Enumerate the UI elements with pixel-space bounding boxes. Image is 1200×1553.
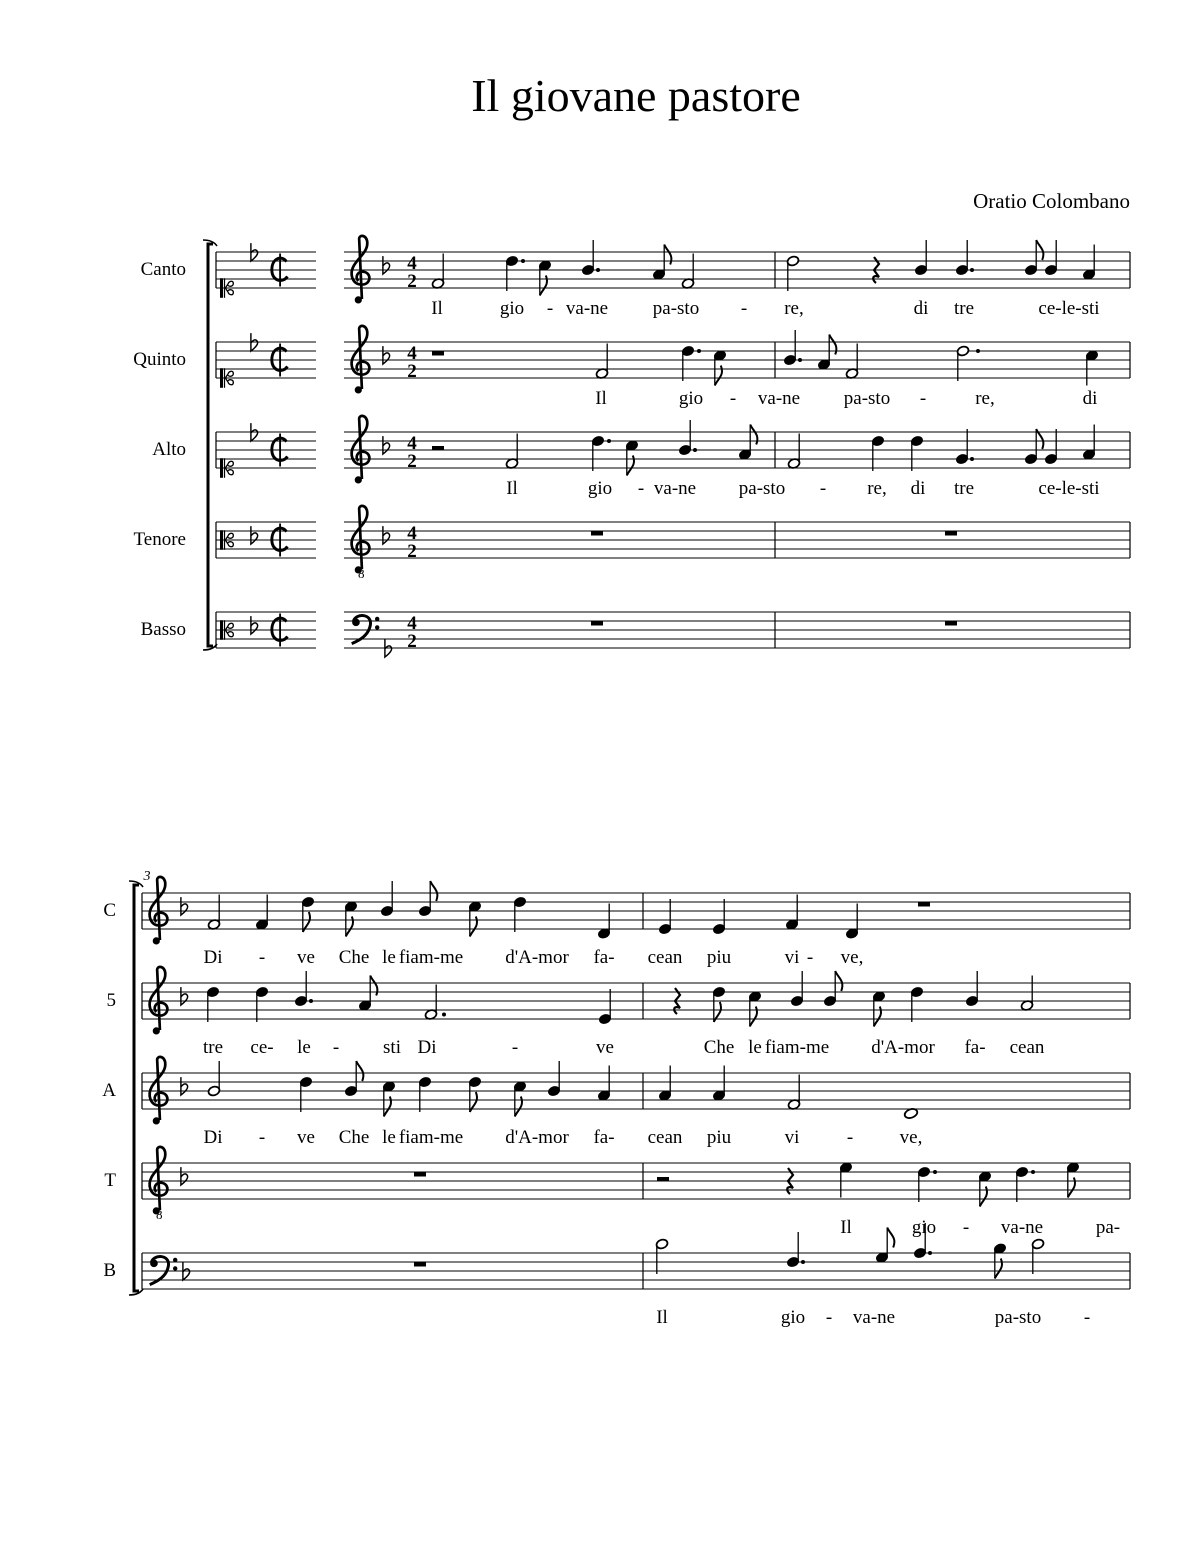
augmentation-dot: [521, 259, 525, 263]
lyric-syllable: re,: [867, 478, 887, 499]
time-sig-denominator: 2: [407, 451, 417, 472]
part-abbr-alto: A: [102, 1080, 116, 1101]
lyric-syllable: va-ne: [565, 298, 609, 319]
system-2: [102, 869, 1130, 1328]
flat-icon: [181, 897, 188, 915]
lyric-syllable: le: [297, 1037, 311, 1058]
augmentation-dot: [596, 268, 600, 272]
lyric-syllable: tre: [202, 1037, 224, 1058]
lyric-syllable: -: [258, 1127, 266, 1148]
lyric-syllable: Che: [703, 1037, 735, 1058]
augmentation-dot: [933, 1170, 937, 1174]
augmentation-dot: [798, 358, 802, 362]
lyric-syllable: ce-: [250, 1037, 274, 1058]
lyric-syllable: Di: [417, 1037, 437, 1058]
lyric-syllable: Il: [656, 1307, 668, 1328]
lyric-syllable: Che: [338, 1127, 370, 1148]
part-name-alto: Alto: [152, 439, 186, 460]
part-abbr-canto: C: [103, 900, 116, 921]
flat-icon: [181, 1077, 188, 1095]
lyric-syllable: d'A-mor: [871, 1037, 935, 1058]
time-sig-numerator: 4: [407, 343, 417, 364]
note-flag: [430, 881, 437, 901]
lyric-syllable: re,: [784, 298, 804, 319]
lyric-syllable: -: [740, 298, 748, 319]
lyric-syllable: Il: [840, 1217, 852, 1238]
lyric-syllable: pa-sto: [843, 388, 891, 409]
augmentation-dot: [976, 349, 980, 353]
augmentation-dot: [801, 1260, 805, 1264]
augmentation-dot: [607, 439, 611, 443]
lyric-syllable: pa-sto: [652, 298, 700, 319]
lyric-syllable: -: [637, 478, 645, 499]
lyric-syllable: -: [511, 1037, 519, 1058]
lyric-syllable: fa-: [593, 1127, 615, 1148]
flat-icon: [181, 1167, 188, 1185]
lyric-syllable: ve: [297, 1127, 315, 1148]
time-sig-numerator: 4: [407, 433, 417, 454]
augmentation-dot: [309, 999, 313, 1003]
lyric-syllable: tre: [953, 478, 975, 499]
lyric-syllable: -: [825, 1307, 833, 1328]
lyric-syllable: le: [748, 1037, 762, 1058]
part-abbr-basso: B: [103, 1260, 116, 1281]
whole-rest: [591, 531, 603, 536]
note-flag: [356, 1061, 363, 1081]
measure-number: 3: [143, 869, 151, 884]
lyric-syllable: -: [546, 298, 554, 319]
time-sig-numerator: 4: [407, 613, 417, 634]
half-rest: [657, 1177, 669, 1181]
lyric-syllable: vi: [784, 947, 800, 968]
lyric-syllable: pa-: [1095, 1217, 1121, 1238]
octave-mark: 8: [358, 566, 365, 581]
flat-icon: [383, 436, 390, 454]
lyric-syllable: -: [806, 947, 814, 968]
lyric-syllable: di: [910, 478, 926, 499]
whole-rest: [945, 531, 957, 536]
lyric-syllable: -: [962, 1217, 970, 1238]
augmentation-dot: [442, 1013, 446, 1017]
lyric-syllable: gio: [911, 1217, 937, 1238]
lyric-syllable: di: [1082, 388, 1098, 409]
lyric-syllable: gio: [678, 388, 704, 409]
whole-rest: [945, 621, 957, 626]
lyric-syllable: Di: [203, 1127, 223, 1148]
whole-rest: [918, 902, 930, 907]
lyric-syllable: -: [332, 1037, 340, 1058]
lyric-syllable: ce-le-sti: [1038, 478, 1100, 499]
lyric-syllable: -: [1083, 1307, 1091, 1328]
time-sig-denominator: 2: [407, 541, 417, 562]
system-bracket: [134, 885, 139, 1291]
lyric-syllable: d'A-mor: [505, 947, 569, 968]
lyric-syllable: tre: [953, 298, 975, 319]
whole-rest: [432, 351, 444, 356]
lyric-syllable: cean: [647, 1127, 683, 1148]
lyric-syllable: ve: [596, 1037, 614, 1058]
lyric-syllable: fiam-me: [764, 1037, 830, 1058]
lyric-syllable: cean: [1009, 1037, 1045, 1058]
flat-icon: [383, 256, 390, 274]
flat-icon: [383, 526, 390, 544]
lyric-syllable: pa-sto: [738, 478, 786, 499]
lyric-syllable: Il: [506, 478, 518, 499]
lyric-syllable: ce-le-sti: [1038, 298, 1100, 319]
lyric-syllable: gio: [587, 478, 613, 499]
whole-rest: [414, 1172, 426, 1177]
lyric-syllable: piu: [706, 947, 732, 968]
half-rest: [432, 446, 444, 450]
lyric-syllable: di: [913, 298, 929, 319]
lyric-syllable: -: [846, 1127, 854, 1148]
lyric-syllable: -: [729, 388, 737, 409]
augmentation-dot: [693, 448, 697, 452]
augmentation-dot: [928, 1251, 932, 1255]
time-sig-denominator: 2: [407, 631, 417, 652]
part-abbr-tenore: T: [104, 1170, 116, 1191]
lyric-syllable: re,: [975, 388, 995, 409]
lyric-syllable: ve,: [899, 1127, 923, 1148]
lyric-syllable: vi: [784, 1127, 800, 1148]
lyric-syllable: Di: [203, 947, 223, 968]
part-name-quinto: Quinto: [133, 349, 186, 370]
augmentation-dot: [1031, 1170, 1035, 1174]
note-flag: [887, 1228, 894, 1248]
part-name-canto: Canto: [140, 259, 186, 280]
note-flag: [1036, 240, 1043, 260]
piece-title: Il giovane pastore: [471, 70, 801, 121]
time-sig-numerator: 4: [407, 253, 417, 274]
lyric-syllable: fa-: [593, 947, 615, 968]
time-sig-denominator: 2: [407, 271, 417, 292]
augmentation-dot: [970, 457, 974, 461]
lyric-syllable: Il: [595, 388, 607, 409]
flat-icon: [251, 616, 258, 634]
flat-icon: [251, 526, 258, 544]
part-abbr-quinto: 5: [106, 990, 116, 1011]
augmentation-dot: [970, 268, 974, 272]
system-bracket: [208, 244, 213, 646]
lyric-syllable: piu: [706, 1127, 732, 1148]
part-name-tenore: Tenore: [133, 529, 186, 550]
augmentation-dot: [697, 349, 701, 353]
lyric-syllable: fiam-me: [398, 947, 464, 968]
composer-name: Oratio Colombano: [973, 189, 1130, 213]
lyric-syllable: fa-: [964, 1037, 986, 1058]
lyric-syllable: -: [258, 947, 266, 968]
lyric-syllable: -: [819, 478, 827, 499]
lyric-syllable: va-ne: [653, 478, 697, 499]
bracket-hook: [129, 881, 143, 1295]
time-sig-numerator: 4: [407, 523, 417, 544]
lyric-syllable: fiam-me: [398, 1127, 464, 1148]
lyric-syllable: gio: [780, 1307, 806, 1328]
lyric-syllable: gio: [499, 298, 525, 319]
lyric-syllable: sti: [383, 1037, 401, 1058]
time-sig-denominator: 2: [407, 361, 417, 382]
lyric-syllable: -: [919, 388, 927, 409]
note-flag: [835, 971, 842, 991]
flat-icon: [181, 987, 188, 1005]
lyric-syllable: Il: [431, 298, 443, 319]
whole-rest: [591, 621, 603, 626]
flat-icon: [383, 346, 390, 364]
lyric-syllable: le: [382, 947, 396, 968]
lyric-syllable: ve,: [840, 947, 864, 968]
lyric-syllable: va-ne: [852, 1307, 896, 1328]
whole-rest: [414, 1262, 426, 1267]
lyric-syllable: le: [382, 1127, 396, 1148]
lyric-syllable: cean: [647, 947, 683, 968]
lyric-syllable: va-ne: [757, 388, 801, 409]
system-1: [133, 236, 1130, 657]
octave-mark: 8: [156, 1207, 163, 1222]
bracket-hook: [203, 240, 217, 650]
lyric-syllable: pa-sto: [994, 1307, 1042, 1328]
lyric-syllable: d'A-mor: [505, 1127, 569, 1148]
part-name-basso: Basso: [140, 619, 186, 640]
lyric-syllable: ve: [297, 947, 315, 968]
lyric-syllable: Che: [338, 947, 370, 968]
lyric-syllable: va-ne: [1000, 1217, 1044, 1238]
